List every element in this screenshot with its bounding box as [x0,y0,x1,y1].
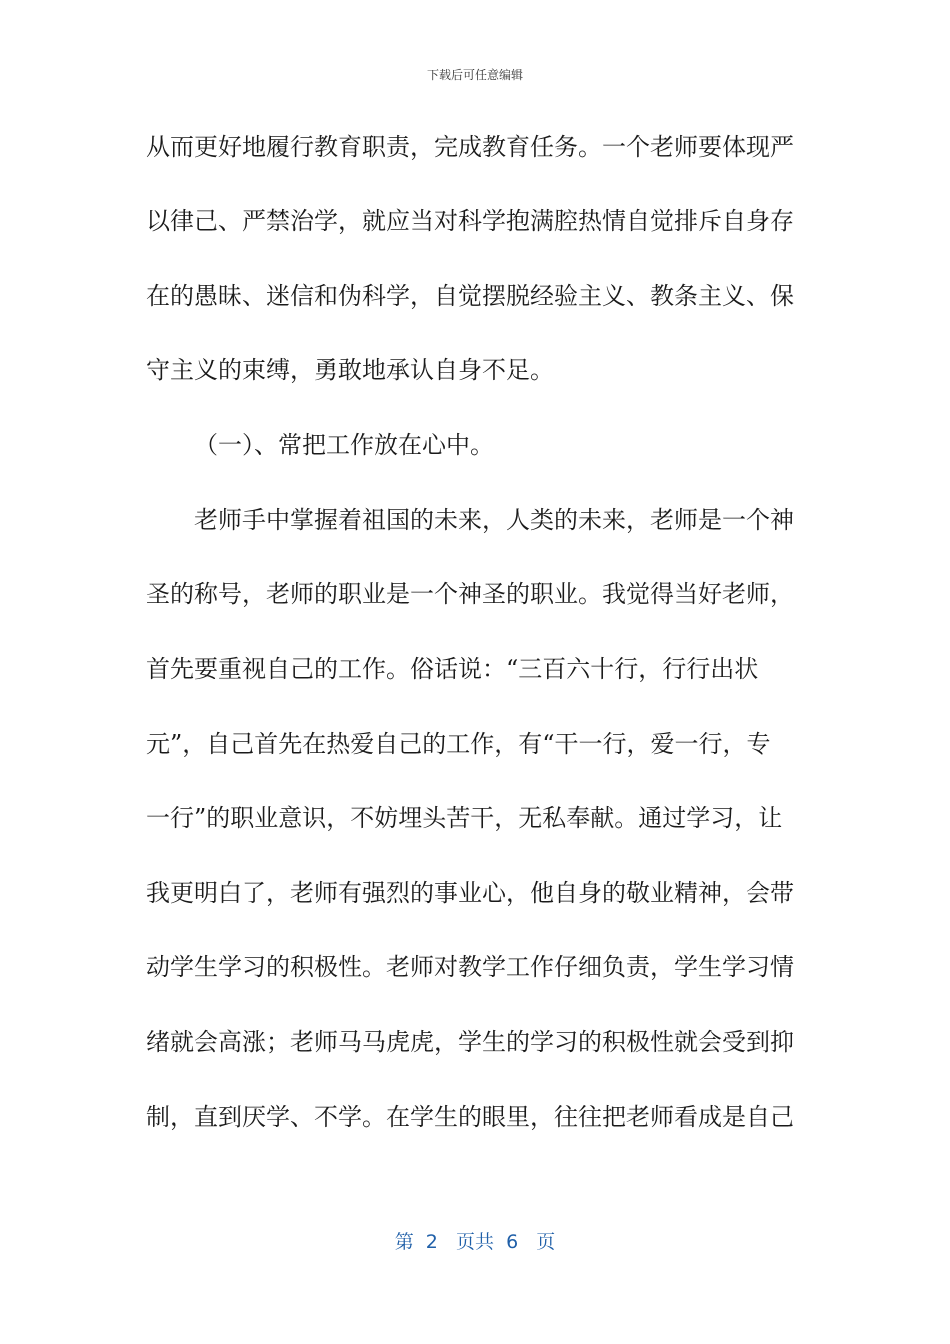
body-line-11: 我更明白了，老师有强烈的事业心，他自身的敬业精神，会带 [146,879,794,907]
page-header: 下载后可任意编辑 [426,68,523,82]
body-line-10: 一行”的职业意识，不妨埋头苦干，无私奉献。通过学习，让 [146,804,783,832]
body-line-13: 绪就会高涨；老师马马虎虎，学生的学习的积极性就会受到抑 [146,1028,794,1056]
body-line-12: 动学生学习的积极性。老师对教学工作仔细负责，学生学习情 [146,953,794,981]
body-line-9: 元”，自己首先在热爱自己的工作，有“干一行，爱一行，专 [146,730,771,758]
body-line-1: 从而更好地履行教育职责，完成教育任务。一个老师要体现严 [146,133,794,161]
body-line-8: 首先要重视自己的工作。俗话说：“三百六十行，行行出状 [146,655,759,683]
body-line-4: 守主义的束缚，勇敢地承认自身不足。 [146,356,554,384]
body-line-7: 圣的称号，老师的职业是一个神圣的职业。我觉得当好老师， [146,580,794,608]
section-heading: （一）、常把工作放在心中。 [194,431,494,459]
body-line-6: 老师手中掌握着祖国的未来，人类的未来，老师是一个神 [194,506,794,534]
body-line-14: 制，直到厌学、不学。在学生的眼里，往往把老师看成是自己 [146,1103,794,1131]
body-line-3: 在的愚昧、迷信和伪科学，自觉摆脱经验主义、教条主义、保 [146,282,794,310]
body-line-2: 以律己、严禁治学，就应当对科学抱满腔热情自觉排斥自身存 [146,207,794,235]
page-footer: 第 2 页共 6 页 [394,1231,556,1253]
